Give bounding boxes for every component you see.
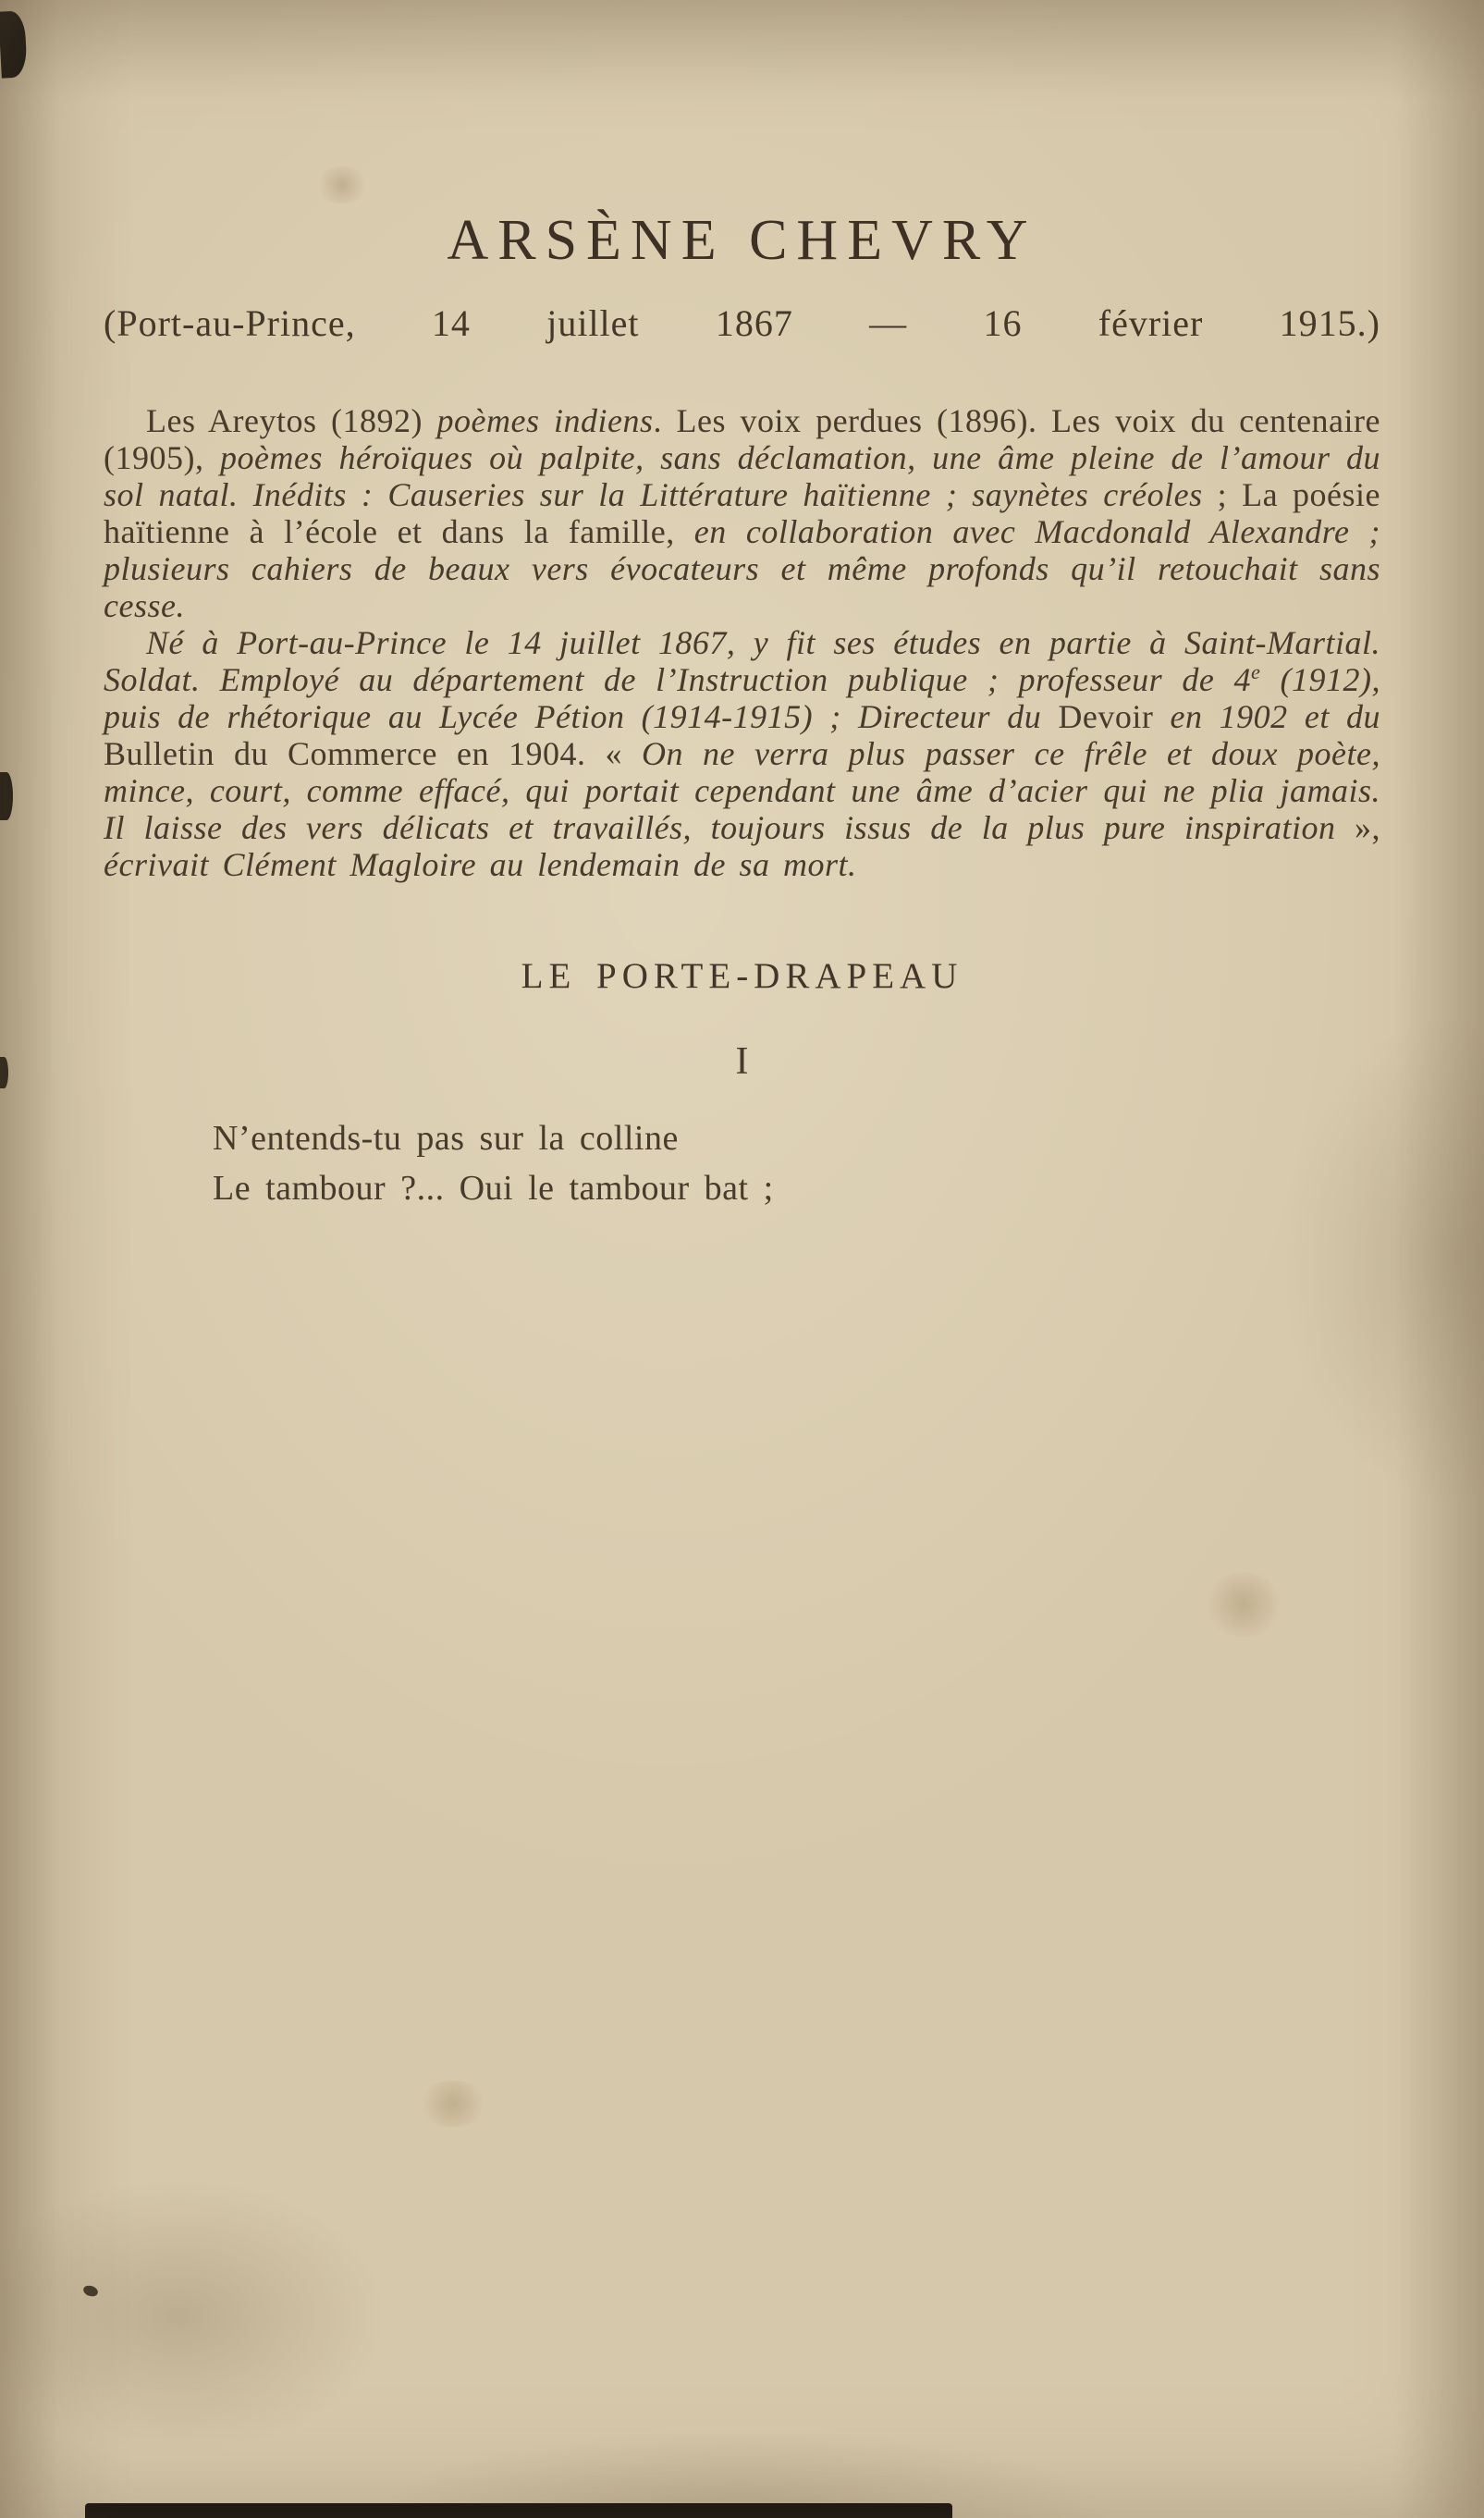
poem [213,1113,1380,1213]
poem-line: Le tambour ?... Oui le tambour bat ; [213,1169,774,1208]
scan-artifact-bottom-bar [85,2503,952,2518]
paper-fox-spot [1202,1572,1285,1637]
page-content [0,208,1484,1213]
paragraph: Né à Port-au-Prince le 14 juillet 1867, y fit ses études en partie à Saint-Martial. Soldat. Employé au département de l’Instruction publique ; professeur de 4e (1912), puis de rhétorique au Lycée Pétion (1914-1915) ; Directeur du Devoir en 1902 et du Bulletin du Commerce en 1904. « On ne verra plus passer ce frêle et doux poète, mince, court, comme effacé, qui portait cependant une âme d’acier qui ne plia jamais. Il laisse des vers délicats et travaillés, toujours issus de la plus pure inspiration », écrivait Clément Magloire au lendemain de sa mort. [104,624,1381,883]
paragraph: Les Areytos (1892) poèmes indiens. Les voix perdues (1896). Les voix du centenaire (1905), poèmes héroïques où palpite, sans déclamation, une âme pleine de l’amour du sol natal. Inédits : Causeries sur la Littérature haïtienne ; saynètes créoles ; La poésie haïtienne à l’école et dans la famille, en collaboration avec Macdonald Alexandre ; plusieurs cahiers de beaux vers évocateurs et même profonds qu’il retouchait sans cesse. [104,402,1380,624]
ink-speck [82,2284,100,2298]
author-dates-subtitle: (Port-au-Prince, 14 juillet 1867 — 16 février 1915.) [104,302,1380,344]
paper-fox-spot [314,166,370,203]
scan-artifact-top-left [0,10,28,78]
page-title: ARSÈNE CHEVRY [447,209,1037,272]
poem-section-numeral: I [735,1040,749,1083]
poem-line: N’entends-tu pas sur la colline [213,1119,679,1158]
paragraphs [104,402,1380,883]
poem-section-heading: LE PORTE-DRAPEAU [521,956,963,996]
paper-fox-spot [416,2081,490,2127]
